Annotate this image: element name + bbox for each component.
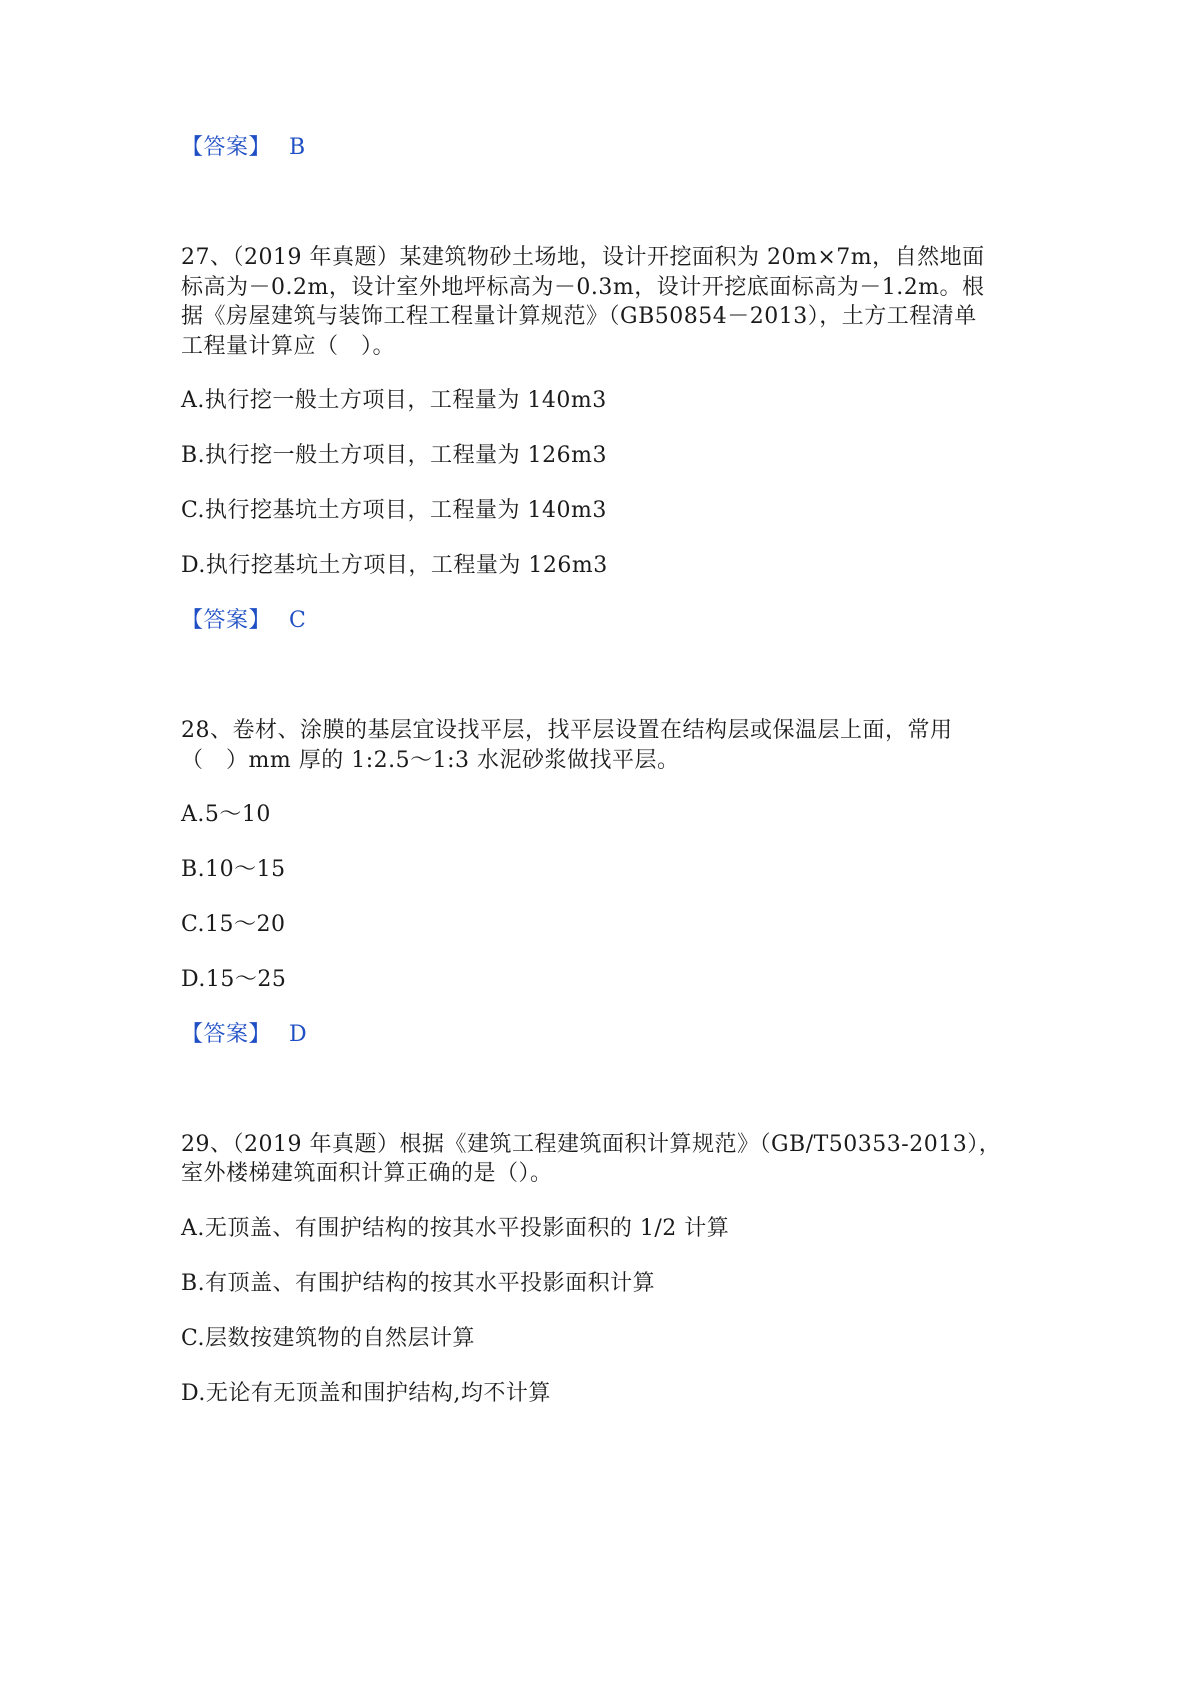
previous-answer — [181, 133, 306, 163]
question-stem-line: 据《房屋建筑与装饰工程工程量计算规范》（GB50854－2013），土方工程清单 — [181, 304, 977, 329]
answer-label: 【答案】 — [181, 1022, 272, 1047]
option-d: D.无论有无顶盖和围护结构,均不计算 — [181, 1381, 551, 1406]
answer-value: B — [289, 135, 306, 160]
answer-label: 【答案】 — [181, 135, 272, 160]
option-a: A.5～10 — [181, 802, 271, 827]
option-b: B.执行挖一般土方项目，工程量为 126m3 — [181, 443, 608, 468]
question-stem-line: 29、（2019 年真题）根据《建筑工程建筑面积计算规范》（GB/T50353-2013）， — [181, 1132, 1002, 1157]
option-c: C.执行挖基坑土方项目，工程量为 140m3 — [181, 498, 607, 523]
option-b: B.有顶盖、有围护结构的按其水平投影面积计算 — [181, 1271, 656, 1296]
answer-value: C — [289, 608, 307, 633]
question-stem-line: 27、（2019 年真题）某建筑物砂土场地，设计开挖面积为 20m×7m，自然地面 — [181, 245, 985, 270]
option-a: A.无顶盖、有围护结构的按其水平投影面积的 1/2 计算 — [181, 1216, 730, 1241]
option-c: C.15～20 — [181, 912, 286, 937]
option-a: A.执行挖一般土方项目，工程量为 140m3 — [181, 388, 607, 413]
question-stem-line: （ ）mm 厚的 1:2.5～1:3 水泥砂浆做找平层。 — [181, 748, 680, 773]
question-stem-line: 室外楼梯建筑面积计算正确的是（）。 — [181, 1161, 553, 1186]
answer-label: 【答案】 — [181, 608, 272, 633]
option-d: D.执行挖基坑土方项目，工程量为 126m3 — [181, 553, 608, 578]
answer — [181, 1020, 307, 1050]
option-d: D.15～25 — [181, 967, 287, 992]
question-stem-line: 标高为－0.2m，设计室外地坪标高为－0.3m，设计开挖底面标高为－1.2m。根 — [181, 275, 985, 300]
option-c: C.层数按建筑物的自然层计算 — [181, 1326, 476, 1351]
answer-value: D — [289, 1022, 308, 1047]
answer — [181, 606, 306, 636]
question-stem-line: 工程量计算应（ ）。 — [181, 334, 396, 359]
option-b: B.10～15 — [181, 857, 286, 882]
question-stem-line: 28、卷材、涂膜的基层宜设找平层，找平层设置在结构层或保温层上面，常用 — [181, 718, 953, 743]
